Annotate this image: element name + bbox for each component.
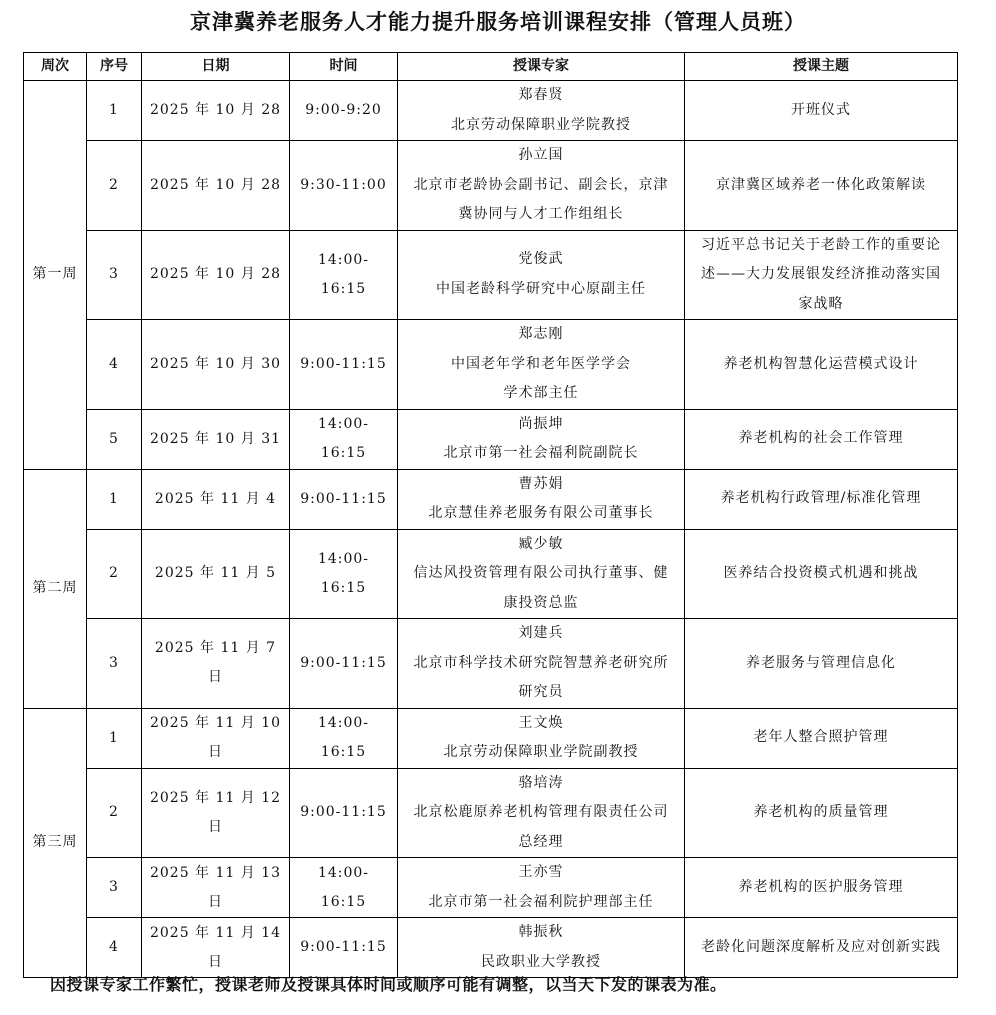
schedule-table bbox=[23, 52, 958, 978]
expert-name: 郑志刚 bbox=[518, 326, 564, 342]
time-cell: 14:00-16:15 bbox=[290, 858, 398, 918]
date-cell: 2025 年 11 月 7 日 bbox=[142, 619, 290, 709]
topic-cell bbox=[685, 469, 958, 529]
topic-line: 家战略 bbox=[798, 295, 844, 312]
table-row bbox=[24, 469, 958, 529]
expert-cell bbox=[398, 708, 685, 768]
topic-line: 述——大力发展银发经济推动落实国 bbox=[701, 266, 941, 282]
topic-line: 养老机构行政管理/标准化管理 bbox=[720, 490, 922, 507]
seq-cell: 2 bbox=[87, 529, 142, 619]
expert-cell bbox=[398, 619, 685, 709]
seq-cell: 4 bbox=[87, 918, 142, 978]
week-cell: 第二周 bbox=[24, 469, 87, 708]
expert-cell bbox=[398, 858, 685, 918]
expert-name: 尚振坤 bbox=[518, 415, 564, 432]
topic-cell bbox=[685, 230, 958, 320]
topic-line: 养老机构的社会工作管理 bbox=[738, 430, 904, 447]
seq-cell: 3 bbox=[87, 230, 142, 320]
table-row bbox=[24, 230, 958, 320]
table-row bbox=[24, 858, 958, 918]
seq-cell: 2 bbox=[87, 141, 142, 231]
topic-line: 医养结合投资模式机遇和挑战 bbox=[723, 565, 919, 581]
date-cell: 2025 年 11 月 5 bbox=[142, 529, 290, 619]
expert-cell bbox=[398, 918, 685, 978]
expert-name: 刘建兵 bbox=[518, 625, 564, 641]
time-cell: 9:00-11:15 bbox=[290, 619, 398, 709]
expert-name: 郑春贤 bbox=[518, 87, 564, 103]
topic-line: 养老机构的质量管理 bbox=[753, 804, 889, 820]
expert-title: 北京市科学技术研究院智慧养老研究所 bbox=[413, 654, 669, 671]
expert-title: 北京劳动保障职业学院副教授 bbox=[443, 744, 639, 760]
expert-title: 北京市第一社会福利院副院长 bbox=[443, 445, 639, 461]
seq-cell: 3 bbox=[87, 858, 142, 918]
table-row bbox=[24, 619, 958, 709]
expert-title: 中国老年学和老年医学学会 bbox=[451, 355, 631, 372]
expert-title: 冀协同与人才工作组组长 bbox=[458, 206, 624, 222]
header-seq: 序号 bbox=[87, 53, 142, 81]
header-expert: 授课专家 bbox=[398, 53, 685, 81]
expert-title: 康投资总监 bbox=[503, 594, 579, 611]
table-header-row bbox=[24, 53, 958, 81]
footer-note: 因授课专家工作繁忙，授课老师及授课具体时间或顺序可能有调整，以当天下发的课表为准。 bbox=[50, 975, 727, 994]
expert-title: 研究员 bbox=[518, 684, 564, 700]
expert-cell bbox=[398, 141, 685, 231]
time-cell: 14:00-16:15 bbox=[290, 529, 398, 619]
expert-title: 北京慧佳养老服务有限公司董事长 bbox=[428, 505, 654, 521]
table-row bbox=[24, 529, 958, 619]
header-time: 时间 bbox=[290, 53, 398, 81]
seq-cell: 1 bbox=[87, 81, 142, 141]
expert-name: 王亦雪 bbox=[518, 864, 564, 880]
time-cell: 9:00-11:15 bbox=[290, 320, 398, 410]
date-cell: 2025 年 11 月 4 bbox=[142, 469, 290, 529]
date-cell: 2025 年 11 月 10 日 bbox=[142, 708, 290, 768]
expert-title: 北京松鹿原养老机构管理有限责任公司 bbox=[413, 804, 669, 820]
expert-title: 总经理 bbox=[518, 833, 564, 850]
topic-line: 京津冀区域养老一体化政策解读 bbox=[716, 176, 926, 193]
date-cell: 2025 年 11 月 13 日 bbox=[142, 858, 290, 918]
table-row bbox=[24, 141, 958, 231]
expert-cell bbox=[398, 529, 685, 619]
date-cell: 2025 年 10 月 28 bbox=[142, 141, 290, 231]
header-date: 日期 bbox=[142, 53, 290, 81]
topic-cell bbox=[685, 409, 958, 469]
expert-name: 王文焕 bbox=[518, 714, 564, 731]
topic-cell bbox=[685, 619, 958, 709]
expert-name: 孙立国 bbox=[518, 147, 564, 163]
topic-cell bbox=[685, 529, 958, 619]
seq-cell: 5 bbox=[87, 409, 142, 469]
seq-cell: 1 bbox=[87, 708, 142, 768]
topic-cell bbox=[685, 320, 958, 410]
table-row bbox=[24, 320, 958, 410]
seq-cell: 1 bbox=[87, 469, 142, 529]
document-title: 京津冀养老服务人才能力提升服务培训课程安排（管理人员班） bbox=[190, 9, 806, 34]
expert-title: 北京市第一社会福利院护理部主任 bbox=[428, 893, 654, 910]
expert-name: 曹苏娟 bbox=[518, 475, 564, 492]
date-cell: 2025 年 10 月 30 bbox=[142, 320, 290, 410]
expert-cell bbox=[398, 768, 685, 858]
topic-cell bbox=[685, 81, 958, 141]
time-cell: 14:00-16:15 bbox=[290, 230, 398, 320]
expert-name: 党俊武 bbox=[518, 251, 564, 268]
expert-cell bbox=[398, 409, 685, 469]
expert-title: 民政职业大学教授 bbox=[481, 953, 601, 970]
table-row bbox=[24, 918, 958, 978]
expert-title: 北京劳动保障职业学院教授 bbox=[451, 116, 631, 133]
expert-title: 学术部主任 bbox=[503, 385, 579, 401]
expert-name: 骆培涛 bbox=[518, 774, 564, 791]
topic-line: 老年人整合照护管理 bbox=[753, 729, 889, 746]
header-topic: 授课主题 bbox=[685, 53, 958, 81]
seq-cell: 3 bbox=[87, 619, 142, 709]
week-cell: 第三周 bbox=[24, 708, 87, 978]
topic-line: 养老机构的医护服务管理 bbox=[738, 878, 904, 895]
topic-line: 养老服务与管理信息化 bbox=[746, 654, 896, 671]
seq-cell: 4 bbox=[87, 320, 142, 410]
time-cell: 9:00-9:20 bbox=[290, 81, 398, 141]
topic-cell bbox=[685, 708, 958, 768]
seq-cell: 2 bbox=[87, 768, 142, 858]
date-cell: 2025 年 10 月 28 bbox=[142, 230, 290, 320]
expert-cell bbox=[398, 469, 685, 529]
expert-name: 韩振秋 bbox=[518, 924, 564, 940]
time-cell: 9:30-11:00 bbox=[290, 141, 398, 231]
expert-cell bbox=[398, 81, 685, 141]
topic-line: 开班仪式 bbox=[791, 101, 851, 118]
week-cell: 第一周 bbox=[24, 81, 87, 470]
time-cell: 9:00-11:15 bbox=[290, 469, 398, 529]
expert-title: 信达风投资管理有限公司执行董事、健 bbox=[413, 565, 669, 581]
time-cell: 14:00-16:15 bbox=[290, 409, 398, 469]
expert-name: 臧少敏 bbox=[518, 535, 564, 552]
table-row bbox=[24, 768, 958, 858]
topic-line: 习近平总书记关于老龄工作的重要论 bbox=[701, 236, 941, 253]
topic-cell bbox=[685, 918, 958, 978]
table-row bbox=[24, 409, 958, 469]
date-cell: 2025 年 11 月 14 日 bbox=[142, 918, 290, 978]
topic-line: 老龄化问题深度解析及应对创新实践 bbox=[701, 938, 941, 955]
table-row bbox=[24, 81, 958, 141]
time-cell: 9:00-11:15 bbox=[290, 768, 398, 858]
date-cell: 2025 年 10 月 31 bbox=[142, 409, 290, 469]
time-cell: 14:00-16:15 bbox=[290, 708, 398, 768]
header-week: 周次 bbox=[24, 53, 87, 81]
topic-cell bbox=[685, 141, 958, 231]
expert-cell bbox=[398, 320, 685, 410]
topic-cell bbox=[685, 858, 958, 918]
time-cell: 9:00-11:15 bbox=[290, 918, 398, 978]
topic-line: 养老机构智慧化运营模式设计 bbox=[723, 355, 919, 372]
expert-title: 北京市老龄协会副书记、副会长，京津 bbox=[413, 176, 669, 193]
expert-title: 中国老龄科学研究中心原副主任 bbox=[436, 280, 646, 297]
date-cell: 2025 年 10 月 28 bbox=[142, 81, 290, 141]
table-row bbox=[24, 708, 958, 768]
topic-cell bbox=[685, 768, 958, 858]
date-cell: 2025 年 11 月 12 日 bbox=[142, 768, 290, 858]
expert-cell bbox=[398, 230, 685, 320]
